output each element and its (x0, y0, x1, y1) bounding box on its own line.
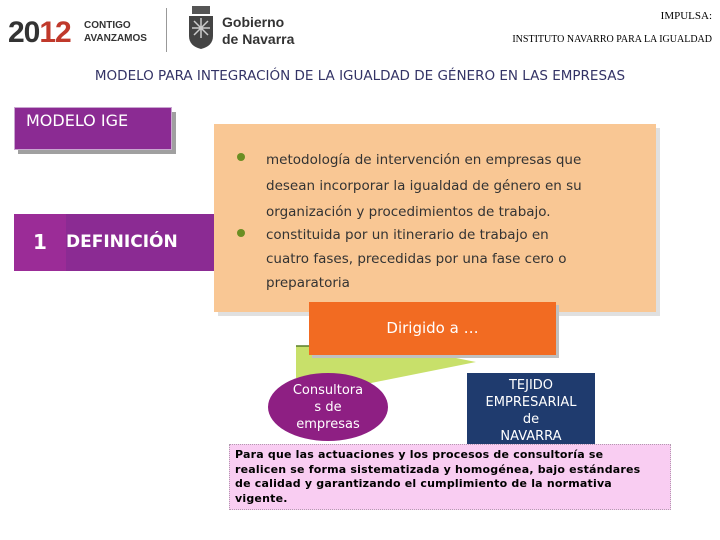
gobierno-navarra-logo (186, 6, 326, 52)
consultoras-line-1: Consultora (292, 383, 364, 398)
impulsa-label: IMPULSA: (660, 10, 712, 22)
description-line-3: organización y procedimientos de trabajo. (266, 204, 551, 220)
modelo-label: MODELO IGE (26, 111, 129, 130)
navarra-shield-icon (186, 6, 216, 50)
gobierno-line1: Gobierno (222, 14, 285, 30)
note-text (235, 448, 667, 506)
logo-tag-avanzamos: AVANZAMOS (84, 33, 147, 44)
dirigido-label: Dirigido a … (386, 319, 479, 337)
tejido-line-4: NAVARRA (500, 429, 562, 444)
definition-number: 1 (33, 230, 47, 254)
note-line-2: realicen se forma sistematizada y homogénea, bajo estándares (235, 462, 641, 476)
logo-2012-contigo-avanzamos (8, 14, 178, 54)
note-line-3: de calidad y garantizando el cumplimiento de la normativa (235, 477, 612, 490)
definition-label: DEFINICIÓN (66, 232, 178, 252)
page-title: MODELO PARA INTEGRACIÓN DE LA IGUALDAD DE GÉNERO EN LAS EMPRESAS (94, 68, 626, 84)
description-line-2: desean incorporar la igualdad de género en su (266, 178, 582, 194)
gobierno-line2: de Navarra (222, 31, 295, 47)
note-line-1: Para que las actuaciones y los procesos de consultoría se (235, 448, 604, 461)
logo-tag-contigo: CONTIGO (84, 20, 131, 31)
header-divider (166, 8, 167, 52)
consultoras-line-2: s de (314, 400, 342, 415)
logo-year (8, 16, 71, 50)
logo-year-a: 20 (8, 16, 40, 49)
logo-year-b: 12 (39, 16, 71, 49)
bullet-icon (237, 153, 245, 161)
description-line-4: constituida por un itinerario de trabajo en (266, 227, 549, 243)
tejido-line-2: EMPRESARIAL (485, 395, 577, 410)
description-line-5: cuatro fases, precedidas por una fase cero o (266, 251, 567, 267)
bullet-icon (237, 229, 245, 237)
description-line-1: metodología de intervención en empresas que (266, 152, 582, 168)
tejido-line-3: de (522, 412, 540, 427)
instituto-label: INSTITUTO NAVARRO PARA LA IGUALDAD (512, 34, 712, 45)
tejido-label (467, 377, 595, 445)
consultoras-label (276, 382, 380, 433)
consultoras-line-3: empresas (296, 417, 360, 432)
note-line-4: vigente. (235, 491, 288, 505)
tejido-line-1: TEJIDO (508, 378, 554, 393)
description-line-6: preparatoria (266, 275, 350, 291)
